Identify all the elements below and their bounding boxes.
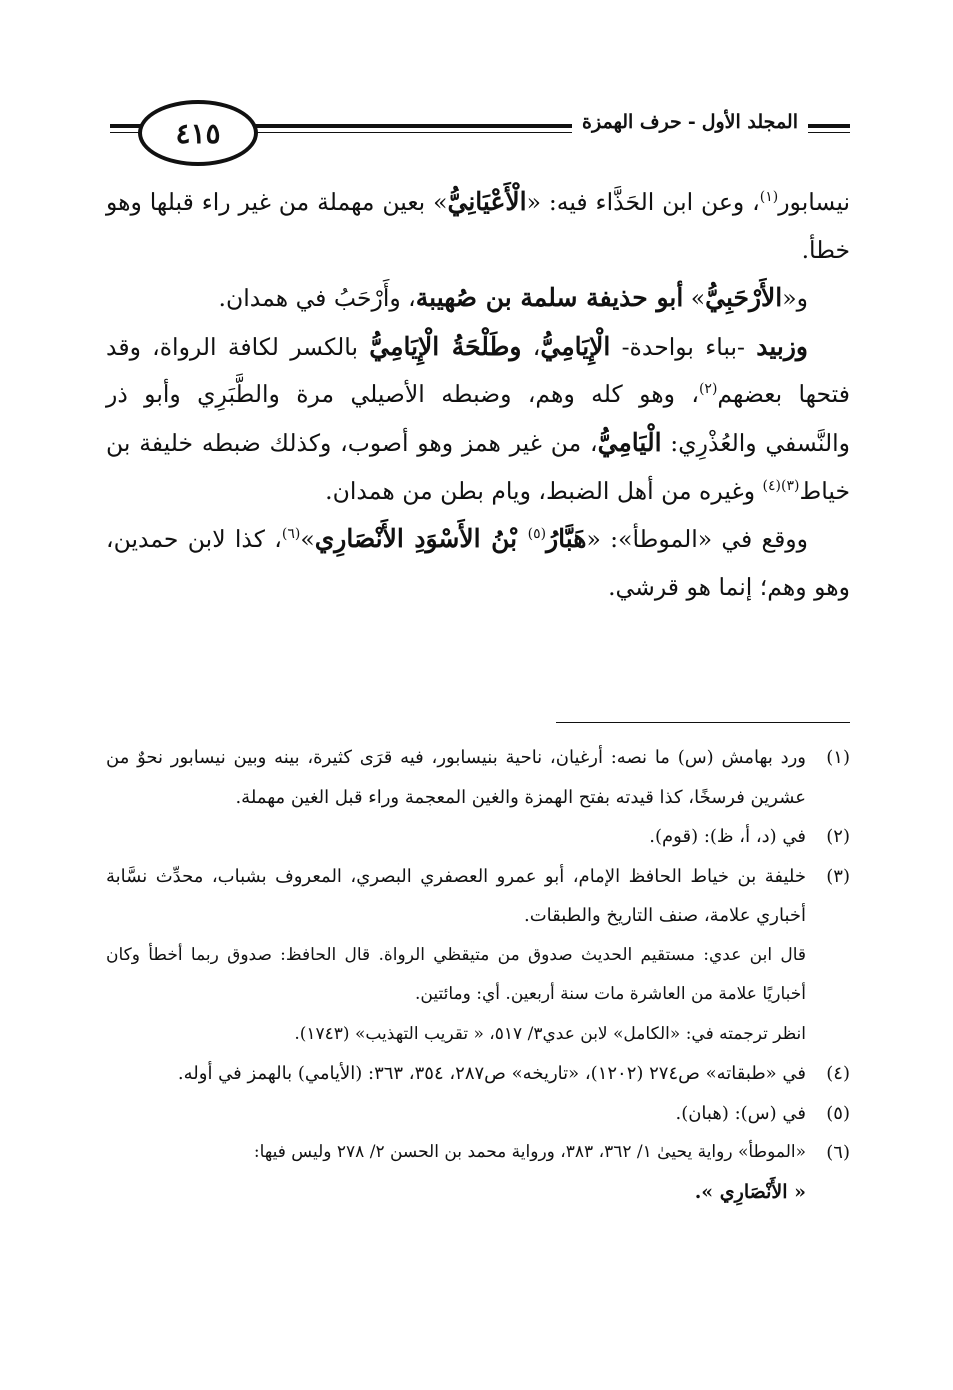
footnote-number: (٢) [826, 826, 850, 847]
term-arhabi: الأَرْحَبِيُّ [705, 283, 783, 313]
chapter-label: حرف الهمزة [582, 111, 682, 133]
footnotes [106, 738, 850, 1212]
text: » [683, 284, 706, 313]
page-number-badge [138, 100, 258, 166]
text: ، من غير همز وهو أصوب، وكذلك ضبطه خليفة بن خياط [106, 428, 850, 505]
name-zubayd: وزبيد [756, 331, 808, 361]
footnote-text: في «طبقاته» ص٢٧٤ (١٢٠٢)، «تاريخه» ص٢٨٧، ٣٥٤، ٣٦٣: (الأيامي) بالهمز في أوله. [177, 1063, 806, 1084]
term-ansari: « الأَنْصَارِي ». [694, 1180, 806, 1203]
footnote-number: (٦) [826, 1142, 850, 1163]
text: و« [782, 284, 808, 313]
footnote-ref-5: (٥) [527, 526, 547, 543]
footnote-text: خليفة بن خياط الحافظ الإمام، أبو عمرو العصفري البصري، المعروف بشباب، محدِّث نسَّابة أخباري علامة، صنف التاريخ والطبقات. [106, 865, 806, 926]
name-abu-hudhayfa: أبو حذيفة سلمة بن صُهيبة [415, 283, 684, 313]
footnote-body [106, 1094, 806, 1134]
footnote-text: ورد بهامش (س) ما نصه: أرغيان، ناحية بنيسابور، فيه قرَى كثيرة، بينه وبين نيسابور نحوٌ من عشرين فرسخًا، كذا قيدته بفتح الهمزة والغين المعجمة وراء قبل الغين مهملة. [106, 747, 806, 808]
footnote-6 [106, 1133, 850, 1212]
footnote-text: «الموطأ» رواية يحيىٰ ١/ ٣٦٢، ٣٨٣، ورواية محمد بن الحسن ٢/ ٢٧٨ وليس فيها: [253, 1142, 806, 1162]
paragraph-1 [106, 178, 850, 274]
footnote-separator [556, 722, 850, 723]
footnote-5 [106, 1094, 850, 1134]
footnote-body [106, 857, 806, 1055]
text: ، كذا لابن حمدين، وهو وهم؛ إنما هو قرشي. [106, 525, 850, 601]
footnote-number: (٤) [826, 1063, 850, 1084]
footnote-4 [106, 1054, 850, 1094]
text: » بعين مهملة من غير راء قبلها وهو خطأ. [106, 188, 850, 264]
term-iyami: الْإِيَامِيُّ [540, 331, 611, 361]
footnote-text: قال ابن عدي: مستقيم الحديث صدوق من متيقظي الرواة. قال الحافظ: صدوق ربما أخطأ وكان أخباريًا علامة من العاشرة مات سنة أربعين. أي: ومائتين. [106, 944, 806, 1004]
footnote-body [106, 1133, 806, 1212]
footnote-number: (٣) [826, 865, 850, 887]
term-aghyani: الْأَعْيَانِيُّ [447, 187, 527, 216]
footnote-body [106, 1054, 806, 1094]
term-habbar: هَبَّارُ [546, 524, 587, 554]
paragraph-2 [106, 274, 850, 323]
running-title [572, 111, 808, 133]
footnote-2 [106, 817, 850, 857]
footnote-number: (٥) [826, 1102, 850, 1124]
footnote-ref-2: (٢) [698, 381, 718, 398]
paragraph-3 [106, 323, 850, 515]
text: » [300, 525, 315, 554]
paragraph-4 [106, 515, 850, 611]
text: وغيره من أهل الضبط، ويام بطن من همدان. [325, 476, 763, 505]
footnote-number: (١) [826, 747, 850, 768]
text: ، وعن ابن الحَذَّاء فيه: « [526, 188, 760, 216]
main-text [106, 178, 850, 611]
footnote-body [106, 738, 806, 817]
text: ، [521, 332, 541, 361]
page-number: ٤١٥ [175, 116, 221, 150]
text: نيسابور [778, 188, 850, 216]
footnote-text: في (د، أ، ظ): (قوم). [649, 826, 806, 847]
footnote-ref-1: (١) [759, 189, 779, 206]
text: -بباء بواحدة- [610, 332, 757, 361]
term-yami: الْيَامِيُّ [597, 427, 662, 457]
title-separator: - [687, 111, 696, 133]
footnote-ref-6: (٦) [281, 526, 301, 543]
page-header [110, 94, 850, 164]
footnote-ref-3: (٣) [781, 477, 800, 494]
footnote-body [106, 817, 806, 857]
footnote-ref-4: (٤) [762, 477, 782, 494]
footnote-text: في (س): (هبان). [675, 1102, 806, 1124]
footnote-text: انظر ترجمته في: «الكامل» لابن عدي٣/ ٥١٧، « تقريب التهذيب» (١٧٤٣). [294, 1023, 806, 1044]
text: بالكسر لكافة الرواة، وقد فتحها بعضهم [106, 332, 850, 409]
term-ibn-al-aswad: بْنُ الأَسْوَدِ الأَنْصَارِي [314, 524, 528, 554]
text: ، وهو كله وهم، وضبطه الأصيلي مرة والطَّبَرِي وأبو ذر والنَّسفي والعُذْرِي: [106, 380, 850, 457]
footnote-text-term [106, 1173, 806, 1213]
text: ، وأَرْحَبُ في همدان. [218, 284, 416, 313]
text: ووقع في «الموطأ»: « [586, 525, 808, 554]
footnote-1 [106, 738, 850, 817]
volume-label: المجلد الأول [701, 111, 798, 133]
footnote-3 [106, 857, 850, 1055]
term-talha-iyami: وطَلْحَةُ الْإِيَامِيُّ [369, 331, 522, 361]
